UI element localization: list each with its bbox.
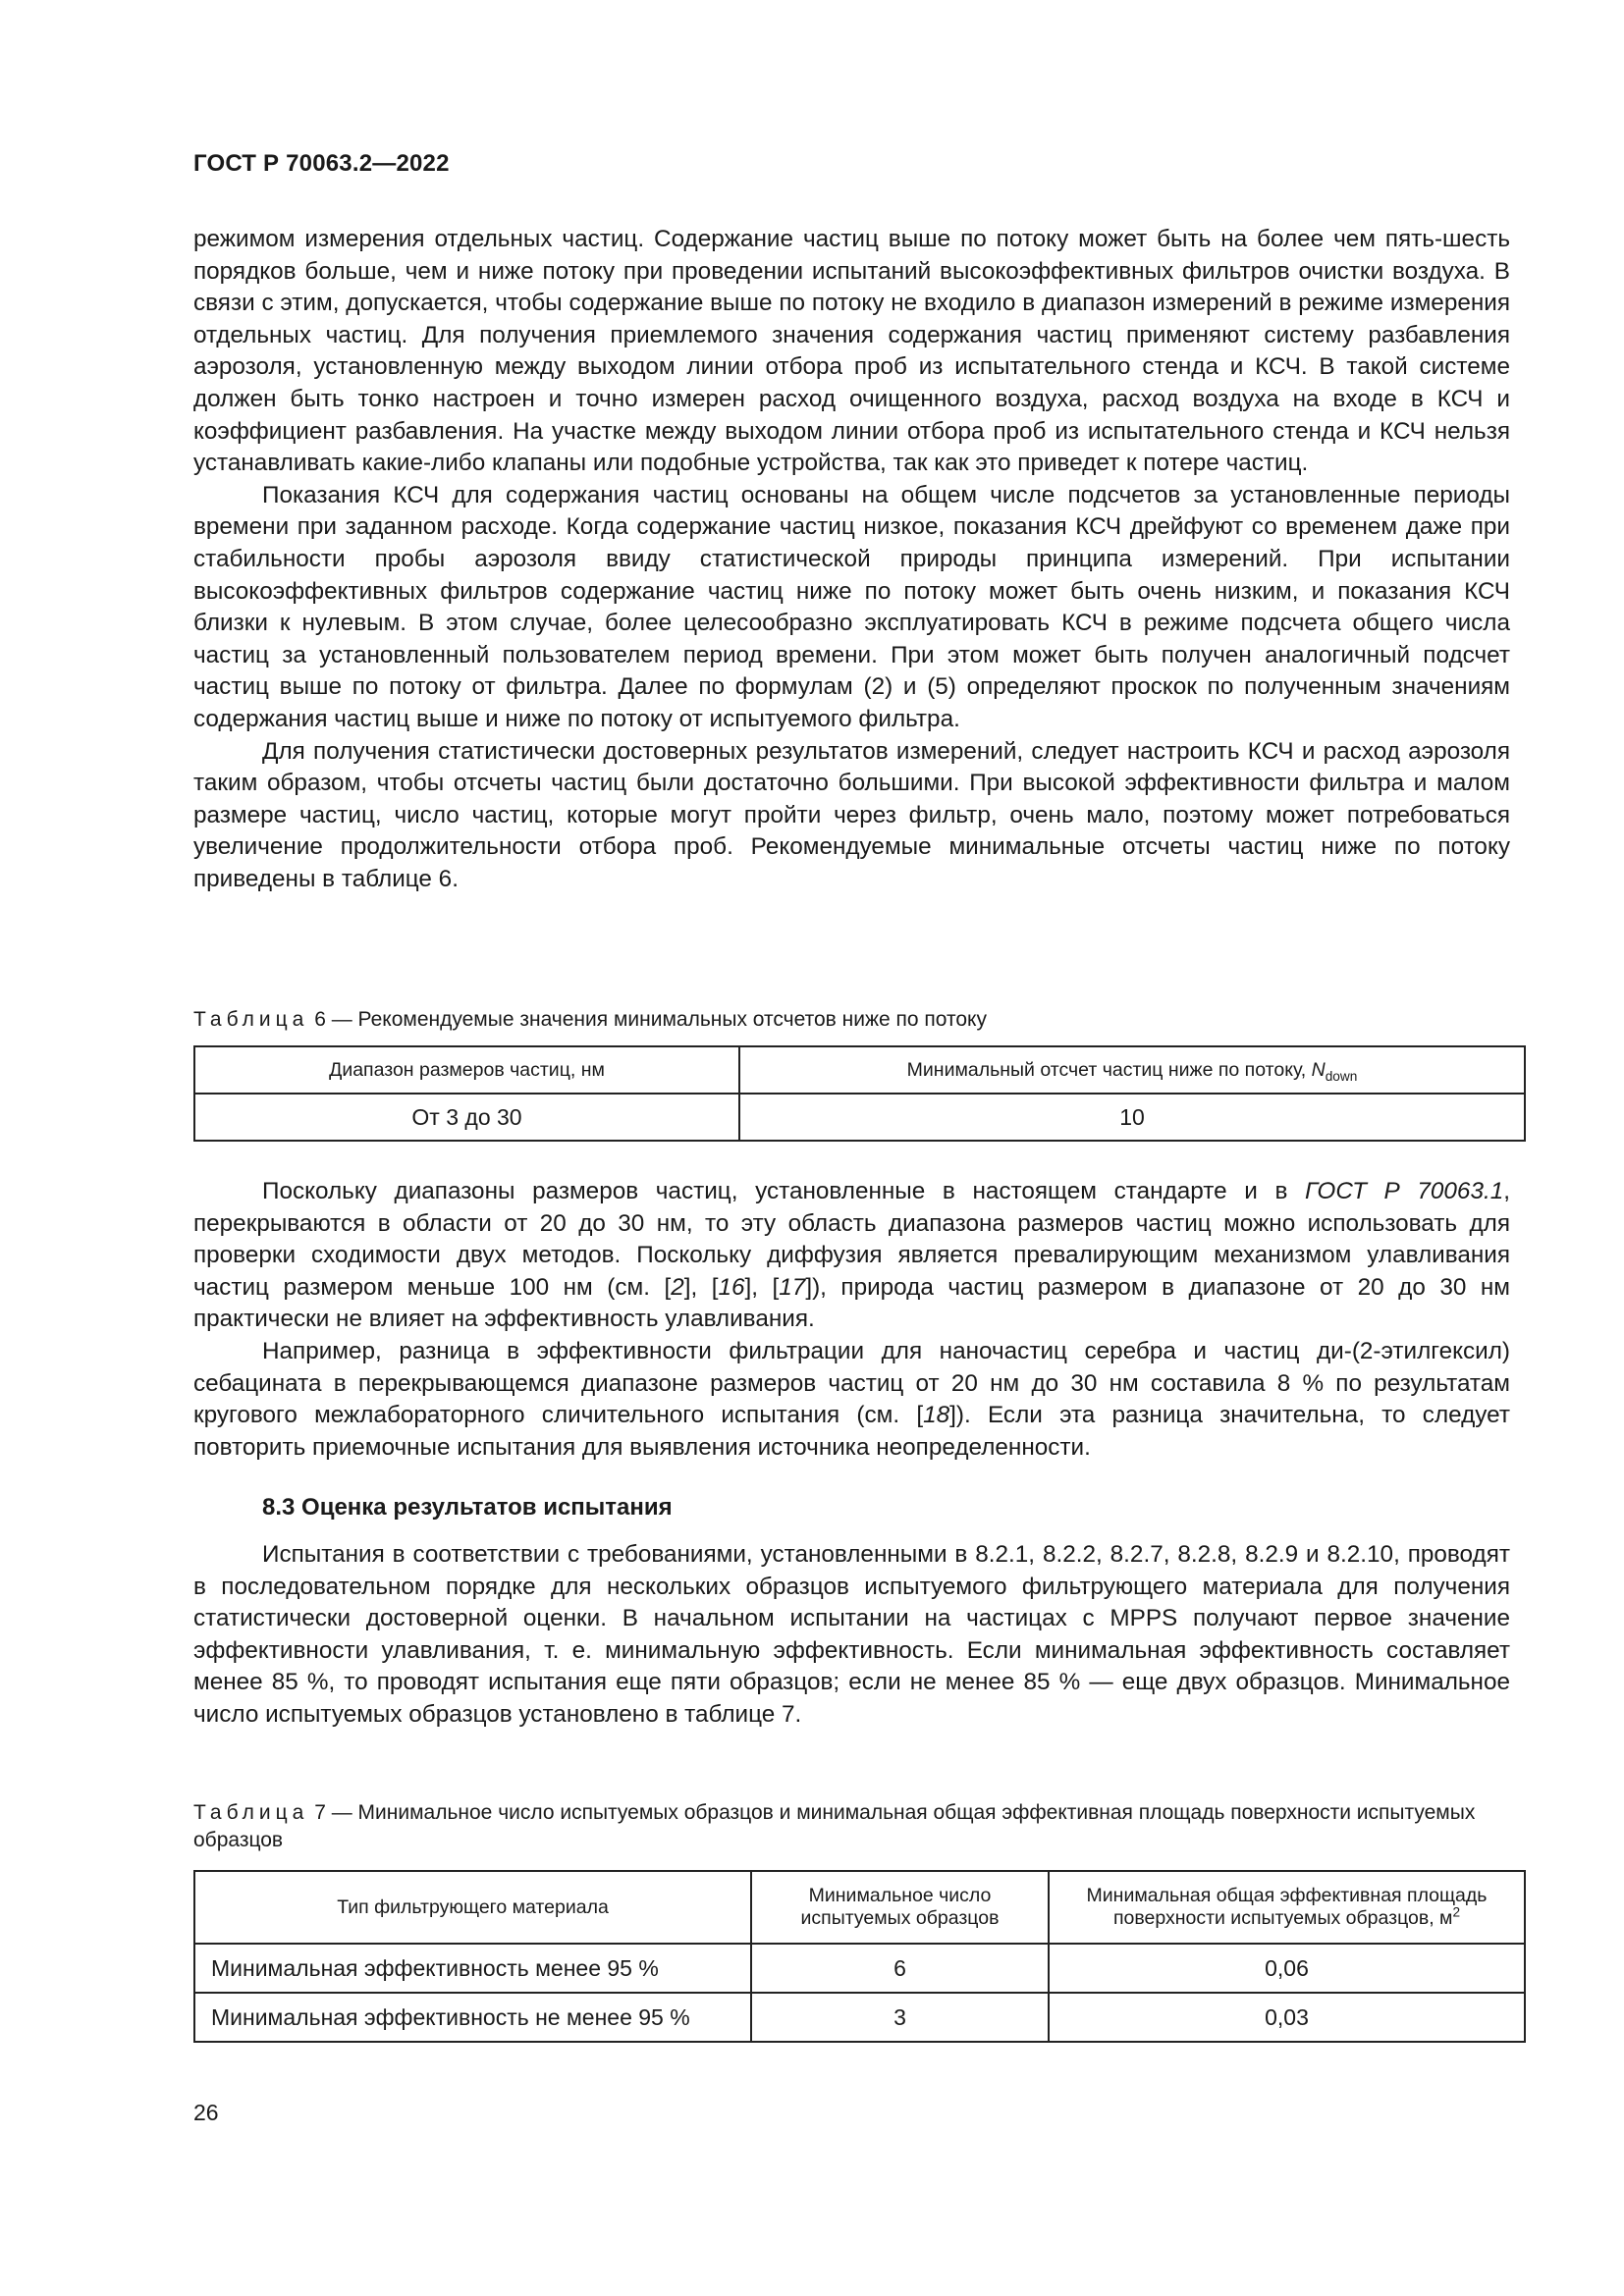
paragraph-counter-readings: Показания КСЧ для содержания частиц основаны на общем числе подсчетов за установленные периоды времени при заданном расходе. Когда содержание частиц низкое, показания КСЧ дрейфуют со временем даже при стабильности пробы аэрозоля ввиду статистической природы принципа измерений. При испытании высокоэффективных фильтров содержание частиц ниже по потоку может быть очень низким, и показания КСЧ близки к нулевым. В этом случае, более целесообразно эксплуатировать КСЧ в режиме подсчета общего числа частиц за установленный пользователем период времени. При этом может быть получен аналогичный подсчет частиц выше по потоку от фильтра. Далее по формулам (2) и (5) определяют проскок по полученным значениям содержания частиц выше и ниже по потоку от испытуемого фильтра. <box>193 481 1510 732</box>
table-7 <box>193 1870 1526 2043</box>
table7-header-min-samples: Минимальное число испытуемых образцов <box>751 1871 1049 1944</box>
table6-header-size-range: Диапазон размеров частиц, нм <box>194 1046 739 1094</box>
table7-cell-samples: 6 <box>751 1944 1049 1993</box>
table7-cell-type: Минимальная эффективность менее 95 % <box>194 1944 751 1993</box>
table6-cell-count: 10 <box>739 1094 1525 1141</box>
paragraph-continuation: режимом измерения отдельных частиц. Содержание частиц выше по потоку может быть на более чем пять-шесть порядков больше, чем и ниже потоку при проведении испытаний высокоэффективных фильтров очистки воздуха. В связи с этим, допускается, чтобы содержание выше по потоку не входило в диапазон измерений в режиме измерения отдельных частиц. Для получения приемлемого значения содержания частиц применяют систему разбавления аэрозоля, установленную между выходом линии отбора проб из испытательного стенда и КСЧ. В такой системе должен быть тонко настроен и точно измерен расход очищенного воздуха, расход воздуха на входе в КСЧ и коэффициент разбавления. На участке между выходом линии отбора проб из испытательного стенда и КСЧ нельзя устанавливать какие-либо клапаны или подобные устройства, так как это приведет к потере частиц. <box>193 226 1510 477</box>
table6-caption <box>193 1006 1510 1034</box>
table7-header-min-area: Минимальная общая эффективная площадь поверхности испытуемых образцов, $м^2$ <box>1049 1871 1525 1944</box>
section-heading-8-3: 8.3 Оценка результатов испытания <box>262 1494 673 1521</box>
table7-cell-type: Минимальная эффективность не менее 95 % <box>194 1993 751 2042</box>
document-header: ГОСТ Р 70063.2—2022 <box>193 150 450 177</box>
table7-caption-text: 7 — Минимальное число испытуемых образцов и минимальная общая эффективная площадь поверхности испытуемых образцов <box>193 1801 1476 1851</box>
paragraph-size-ranges: Поскольку диапазоны размеров частиц, установленные в настоящем стандарте и в ГОСТ Р 70063.1, перекрываются в области от 20 до 30 нм, то эту область диапазона размеров частиц можно использовать для проверки сходимости двух методов. Поскольку диффузия является превалирующим механизмом улавливания частиц размером меньше 100 нм (см. [2], [16], [17]), природа частиц размером в диапазоне от 20 до 30 нм практически не влияет на эффективность улавливания. <box>193 1178 1510 1333</box>
page-number: 26 <box>193 2100 219 2125</box>
table7-cell-samples: 3 <box>751 1993 1049 2042</box>
body-text-top <box>193 224 1510 895</box>
body-text-middle <box>193 1176 1510 1464</box>
table-6 <box>193 1045 1526 1142</box>
table6-header-min-count: Минимальный отсчет частиц ниже по потоку, $N_{down}$ <box>739 1046 1525 1094</box>
citation-2: 2 <box>671 1273 684 1301</box>
paragraph-statistics: Для получения статистически достоверных результатов измерений, следует настроить КСЧ и расход аэрозоля таким образом, чтобы отсчеты частиц были достаточно большими. При высокой эффективности фильтра и малом размере частиц, число частиц, которые могут пройти через фильтр, очень мало, поэтому может потребоваться увеличение продолжительности отбора проб. Рекомендуемые минимальные отсчеты частиц ниже по потоку приведены в таблице 6. <box>193 737 1510 892</box>
paragraph-evaluation: Испытания в соответствии с требованиями, установленными в 8.2.1, 8.2.2, 8.2.7, 8.2.8, 8.2.9 и 8.2.10, проводят в последовательном порядке для нескольких образцов испытуемого фильтрующего материала для получения статистически достоверной оценки. В начальном испытании на частицах с MPPS получают первое значение эффективности улавливания, т. е. минимальную эффективность. Если минимальная эффективность составляет менее 85 %, то проводят испытания еще пяти образцов; если не менее 85 % — еще двух образцов. Минимальное число испытуемых образцов установлено в таблице 7. <box>193 1541 1510 1728</box>
table-row <box>194 1944 1525 1993</box>
citation-16: 16 <box>718 1273 745 1301</box>
table6-caption-word: Таблица <box>193 1008 309 1031</box>
table-row <box>194 1993 1525 2042</box>
table7-caption <box>193 1799 1510 1854</box>
table7-header-material-type: Тип фильтрующего материала <box>194 1871 751 1944</box>
citation-18: 18 <box>923 1402 950 1429</box>
body-text-section <box>193 1539 1510 1732</box>
paragraph-example: Например, разница в эффективности фильтрации для наночастиц серебра и частиц ди-(2-этилгексил) себацината в перекрывающемся диапазоне размеров частиц от 20 нм до 30 нм составила 8 % по результатам кругового межлабораторного сличительного испытания (см. [18]). Если эта разница значительна, то следует повторить приемочные испытания для выявления источника неопределенности. <box>193 1337 1510 1461</box>
table6-caption-text: 6 — Рекомендуемые значения минимальных отсчетов ниже по потоку <box>314 1008 987 1031</box>
citation-17: 17 <box>779 1273 806 1301</box>
table7-caption-word: Таблица <box>193 1801 309 1824</box>
table6-cell-range: От 3 до 30 <box>194 1094 739 1141</box>
reference-gost-70063-1: ГОСТ Р 70063.1 <box>1305 1178 1504 1204</box>
table7-cell-area: 0,03 <box>1049 1993 1525 2042</box>
table7-cell-area: 0,06 <box>1049 1944 1525 1993</box>
